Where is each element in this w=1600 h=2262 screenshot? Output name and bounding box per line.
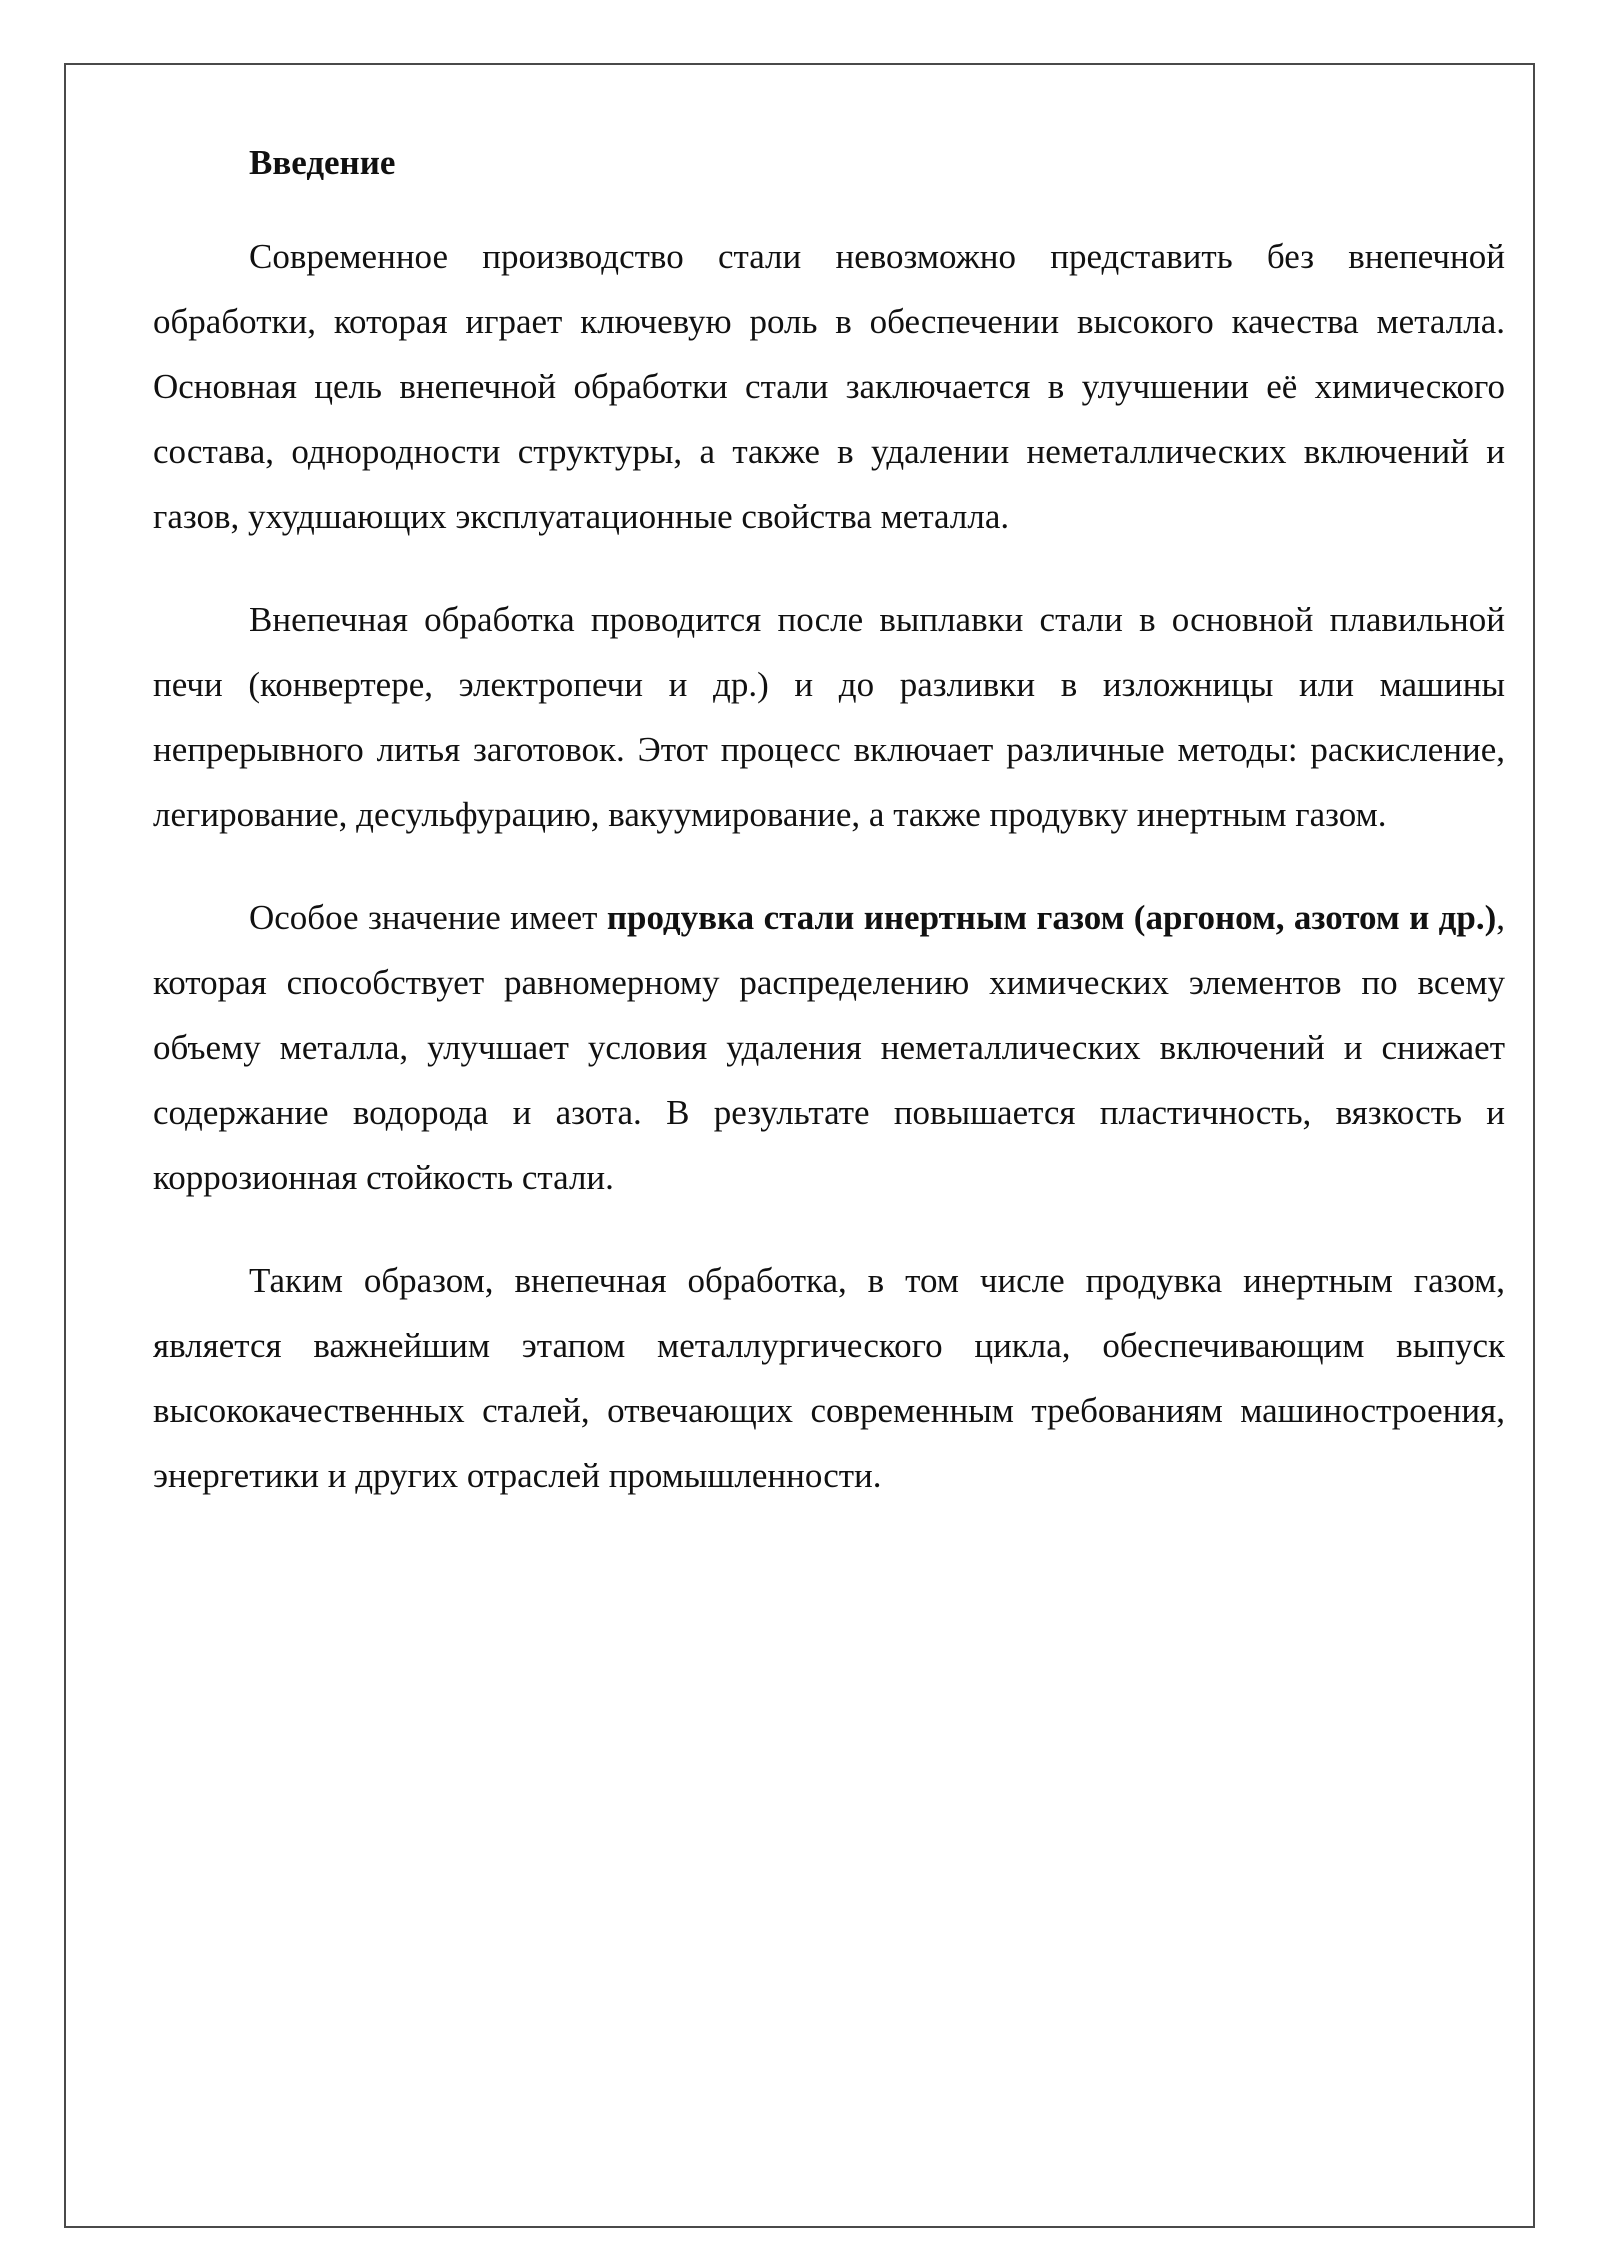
paragraph-3 — [153, 885, 1505, 1210]
paragraph-3-bold-term: продувка стали инертным газом (аргоном, азотом и др.) — [606, 898, 1497, 937]
paragraph-4: Таким образом, внепечная обработка, в том числе продувка инертным газом, является важнейшим этапом металлургического цикла, обеспечивающим выпуск высококачественных сталей, отвечающих современным требованиям машиностроения, энергетики и других отраслей промышленности. — [153, 1261, 1505, 1495]
document-body — [153, 140, 1505, 1546]
paragraph-2: Внепечная обработка проводится после выплавки стали в основной плавильной печи (конвертере, электропечи и др.) и до разливки в изложницы или машины непрерывного литья заготовок. Этот процесс включает различные методы: раскисление, легирование, десульфурацию, вакуумирование, а также продувку инертным газом. — [153, 600, 1505, 834]
paragraph-3-lead: Особое значение имеет — [249, 898, 607, 937]
paragraph-1: Современное производство стали невозможно представить без внепечной обработки, которая играет ключевую роль в обеспечении высокого качества металла. Основная цель внепечной обработки стали заключается в улучшении её химического состава, однородности структуры, а также в удалении неметаллических включений и газов, ухудшающих эксплуатационные свойства металла. — [153, 237, 1505, 536]
paragraph-3-rest: , которая способствует равномерному распределению химических элементов по всему объему металла, улучшает условия удаления неметаллических включений и снижает содержание водорода и азота. В результате повышается пластичность, вязкость и коррозионная стойкость стали. — [153, 898, 1505, 1197]
section-heading: Введение — [249, 143, 396, 182]
